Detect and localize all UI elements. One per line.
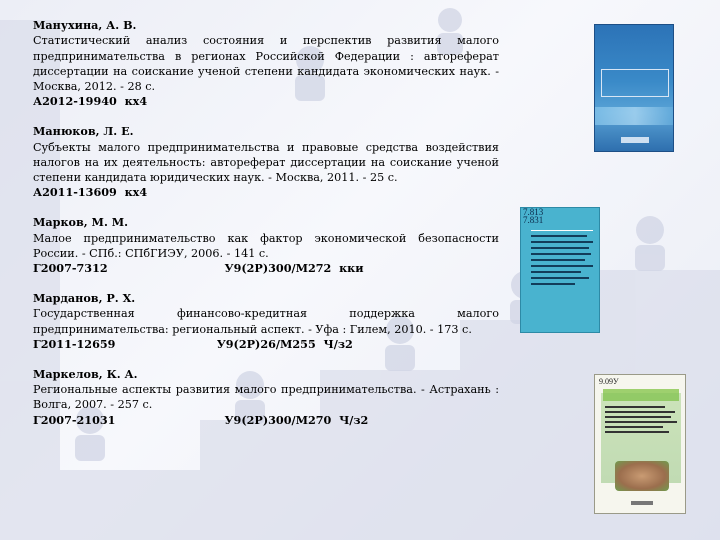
book-cover-manukhina <box>594 24 674 152</box>
cover-title-band <box>601 69 669 97</box>
entry-author: Марданов, Р. Х. <box>33 290 136 305</box>
bibliography-entry <box>33 18 499 110</box>
entry-description: Региональные аспекты развития малого предпринимательства. - Астрахань : Волга, 2007. - 257 с. <box>33 382 499 412</box>
entry-description: Государственная финансово-кредитная поддержка малого предпринимательства: региональный аспект. - Уфа : Гилем, 2010. - 173 с. <box>33 307 499 336</box>
book-cover-mardanov <box>594 374 686 514</box>
entry-shelf-code: А2012-19940 кх4 <box>33 94 148 109</box>
bibliography-entry <box>33 124 499 200</box>
entry-shelf-code: Г2011-12659 У9(2Р)26/М255 Ч/з2 <box>33 336 353 351</box>
bibliography-entry <box>33 215 499 276</box>
bibliography-entry <box>33 367 499 428</box>
entry-shelf-code: Г2007-7312 У9(2Р)300/М272 кки <box>33 261 364 276</box>
cover-handwritten-label: 9.09У <box>599 377 619 386</box>
entry-description: Субъекты малого предпринимательства и правовые средства воздействия налогов на их деятельность: автореферат диссертации на соискание ученой степени кандидата юридических наук. - Москва, 2011. - 25 с. <box>33 140 499 185</box>
cover-footer <box>621 137 649 143</box>
entry-author: Марков, М. М. <box>33 215 129 230</box>
cover-title-text <box>605 403 677 439</box>
entry-description: Малое предпринимательство как фактор экономической безопасности России. - СПб.: СПбГИЭУ, 2006. - 141 с. <box>33 231 499 260</box>
entry-author: Манюков, Л. Е. <box>33 124 134 139</box>
book-cover-manyukov <box>520 207 600 333</box>
entry-author: Маркелов, К. А. <box>33 366 138 381</box>
entry-shelf-code: А2011-13609 кх4 <box>33 185 148 200</box>
cover-title-text <box>531 230 593 306</box>
cover-handwritten-number: 7.813 7.831 <box>523 207 544 225</box>
bibliography-list <box>33 18 499 442</box>
cover-header-text <box>607 31 657 47</box>
entry-description: Статистический анализ состояния и перспектив развития малого предпринимательства в регионах Российской Федерации : автореферат диссертации на соискание ученой степени кандидата экономических наук. - Москва, 2012. - 28 с. <box>33 34 499 94</box>
bibliography-entry <box>33 291 499 352</box>
entry-author: Манухина, А. В. <box>33 18 137 32</box>
cover-water-image <box>595 107 674 125</box>
cover-footer <box>631 501 653 505</box>
entry-shelf-code: Г2007-21031 У9(2Р)300/М270 Ч/з2 <box>33 412 369 427</box>
cover-handshake-image <box>615 461 669 491</box>
